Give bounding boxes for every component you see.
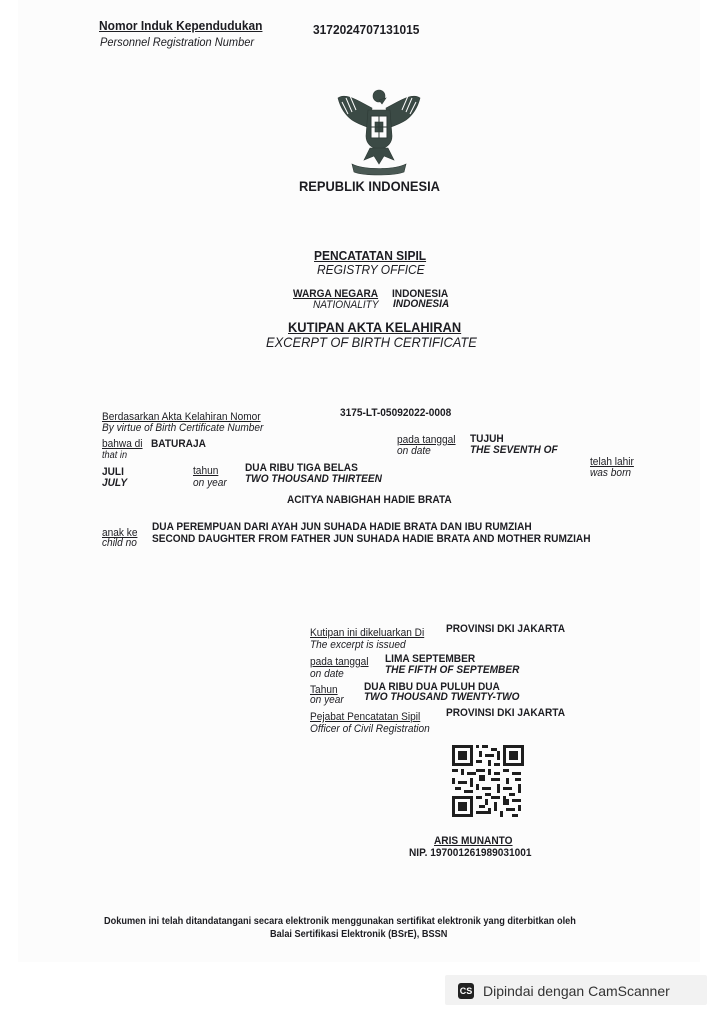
nationality-value-en: INDONESIA (393, 298, 450, 310)
camscanner-label: Dipindai dengan CamScanner (483, 983, 670, 999)
officer-label: Pejabat Pencatatan Sipil (310, 711, 421, 723)
child-order-label-en: child no (102, 537, 137, 549)
birth-date-label-en: on date (397, 445, 431, 457)
birth-date-value: TUJUH (470, 433, 504, 445)
office-title-en: REGISTRY OFFICE (317, 262, 425, 277)
nik-value: 3172024707131015 (313, 22, 420, 37)
birth-year-label: tahun (193, 465, 219, 477)
issued-at-label: Kutipan ini dikeluarkan Di (310, 627, 425, 639)
place-label-en: that in (102, 450, 128, 461)
nationality-value: INDONESIA (392, 288, 449, 300)
birth-date-value-en: THE SEVENTH OF (470, 444, 558, 456)
child-order-value: DUA PEREMPUAN DARI AYAH JUN SUHADA HADIE BRATA DAN IBU RUMZIAH (152, 521, 532, 533)
birth-year-value-en: TWO THOUSAND THIRTEEN (245, 473, 382, 485)
garuda-emblem-icon (334, 84, 424, 176)
nik-label-en: Personnel Registration Number (100, 35, 255, 49)
cert-number-label: Berdasarkan Akta Kelahiran Nomor (102, 411, 261, 423)
birth-month-value: JULI (102, 466, 124, 478)
place-value: BATURAJA (151, 438, 206, 450)
child-name: ACITYA NABIGHAH HADIE BRATA (287, 494, 452, 506)
signer-name: ARIS MUNANTO (434, 835, 513, 847)
birth-year-label-en: on year (193, 477, 227, 489)
nationality-label: WARGA NEGARA (293, 288, 379, 300)
officer-label-en: Officer of Civil Registration (310, 723, 430, 735)
cert-number-label-en: By virtue of Birth Certificate Number (102, 422, 264, 434)
camscanner-logo: CS (458, 983, 474, 999)
footer-line-2: Balai Sertifikasi Elektronik (BSrE), BSSN (270, 929, 448, 940)
document-title: KUTIPAN AKTA KELAHIRAN (288, 319, 462, 335)
signer-nip: NIP. 197001261989031001 (409, 847, 532, 859)
born-label-en: was born (590, 467, 632, 479)
issued-year-value-en: TWO THOUSAND TWENTY-TWO (364, 691, 520, 703)
nik-label: Nomor Induk Kependudukan (99, 18, 263, 33)
office-title: PENCATATAN SIPIL (314, 248, 427, 263)
child-order-value-en: SECOND DAUGHTER FROM FATHER JUN SUHADA HADIE BRATA AND MOTHER RUMZIAH (152, 533, 591, 545)
issued-year-value: DUA RIBU DUA PULUH DUA (364, 681, 500, 693)
born-label: telah lahir (590, 456, 634, 468)
issued-year-label-en: on year (310, 694, 344, 706)
nationality-label-en: NATIONALITY (313, 299, 379, 311)
birth-year-value: DUA RIBU TIGA BELAS (245, 462, 358, 474)
child-order-label: anak ke (102, 527, 138, 539)
country-title: REPUBLIK INDONESIA (299, 178, 440, 194)
birth-date-label: pada tanggal (397, 434, 456, 446)
issued-at-label-en: The excerpt is issued (310, 639, 406, 651)
birth-month-value-en: JULY (102, 477, 128, 489)
issued-date-value-en: THE FIFTH OF SEPTEMBER (385, 664, 520, 676)
cert-number-value: 3175-LT-05092022-0008 (340, 407, 452, 419)
document-title-en: EXCERPT OF BIRTH CERTIFICATE (266, 334, 477, 350)
qr-code-icon (452, 745, 524, 817)
issued-date-label: pada tanggal (310, 656, 369, 668)
footer-line-1: Dokumen ini telah ditandatangani secara elektronik menggunakan sertifikat elektronik yang diterbitkan oleh (104, 916, 576, 927)
issued-date-label-en: on date (310, 668, 344, 680)
issued-date-value: LIMA SEPTEMBER (385, 653, 476, 665)
officer-value: PROVINSI DKI JAKARTA (446, 707, 566, 719)
issued-at-value: PROVINSI DKI JAKARTA (446, 623, 566, 635)
issued-year-label: Tahun (310, 684, 338, 696)
place-label: bahwa di (102, 438, 143, 450)
